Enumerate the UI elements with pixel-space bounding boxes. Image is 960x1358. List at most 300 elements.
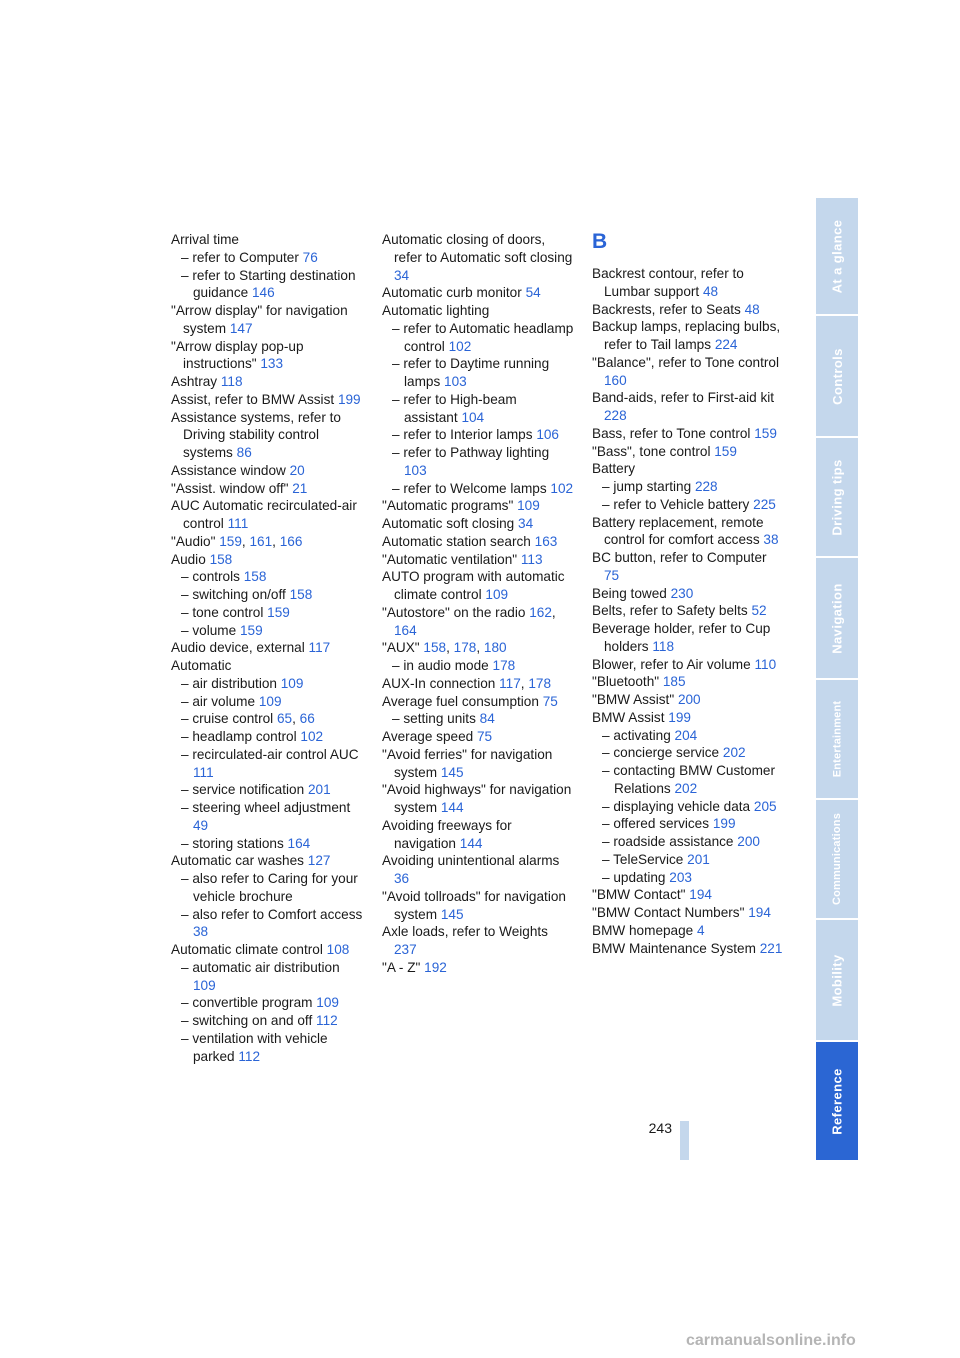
index-entry xyxy=(171,338,363,374)
index-subentry xyxy=(171,959,363,995)
page-reference-link[interactable]: 144 xyxy=(440,800,464,815)
index-term: – in audio mode xyxy=(392,658,489,673)
chapter-sidebar xyxy=(816,198,858,1160)
index-term: – refer to Welcome lamps xyxy=(392,480,547,496)
index-entry xyxy=(592,460,784,478)
page-reference-link[interactable]: 192 xyxy=(424,959,447,975)
page-reference-link[interactable]: 158 xyxy=(289,587,313,602)
page-reference-link[interactable]: 84 xyxy=(479,711,495,727)
index-term: – refer to High-beam assistant xyxy=(392,391,517,425)
page-reference-link[interactable]: 201 xyxy=(687,851,710,867)
page-reference-link[interactable]: 112 xyxy=(316,1013,338,1028)
page-reference-link[interactable]: 109 xyxy=(258,693,282,709)
index-entry xyxy=(382,231,574,284)
page-reference-link[interactable]: 159 xyxy=(714,443,737,459)
index-term: "Autostore" on the radio xyxy=(382,604,526,620)
index-subentry xyxy=(382,426,574,444)
index-term: – convertible program xyxy=(181,995,313,1011)
index-term: Automatic climate control xyxy=(171,942,323,957)
sidebar-tab-entertainment[interactable] xyxy=(816,680,858,798)
index-term: – headlamp control xyxy=(181,729,297,744)
page-reference-link[interactable]: 117 xyxy=(308,640,331,656)
index-term: AUX-In connection xyxy=(382,675,496,691)
index-entry xyxy=(592,673,784,691)
sidebar-tab-label: At a glance xyxy=(829,219,845,293)
page-reference-link[interactable]: 109 xyxy=(193,977,216,993)
index-term: – service notification xyxy=(181,782,305,798)
index-term: – controls xyxy=(181,569,240,585)
index-term: – displaying vehicle data xyxy=(602,798,751,814)
page-reference-link[interactable]: 109 xyxy=(280,675,304,691)
index-term: – storing stations xyxy=(181,835,284,851)
index-entry: "AUX" 158, 178, 180 xyxy=(382,640,507,656)
page-reference-link[interactable]: 21 xyxy=(292,480,308,496)
index-term: Automatic closing of doors, refer to Automatic soft closing xyxy=(382,232,573,265)
index-term: Automatic lighting xyxy=(382,303,490,318)
sidebar-tab-communications[interactable] xyxy=(816,800,858,918)
index-term: Battery replacement, remote control for comfort access xyxy=(592,514,764,548)
index-term: "AUX" xyxy=(382,640,420,656)
index-entry xyxy=(592,425,784,443)
index-entry xyxy=(382,693,574,711)
page-reference-link[interactable]: 162 xyxy=(529,604,552,620)
page-reference-link[interactable]: 158 xyxy=(423,640,447,656)
page-reference-link[interactable]: 111 xyxy=(193,764,214,780)
index-term: – activating xyxy=(602,727,671,743)
index-subentry xyxy=(171,728,363,746)
index-term: Assistance window xyxy=(171,462,286,478)
index-term: BMW Assist xyxy=(592,709,665,725)
index-term: Arrival time xyxy=(171,232,239,247)
index-letter-heading: B xyxy=(592,230,608,253)
page-reference-link[interactable]: 228 xyxy=(694,479,718,494)
index-entry xyxy=(382,959,574,977)
index-term: Assist, refer to BMW Assist xyxy=(171,391,335,407)
page-reference-link[interactable]: 145 xyxy=(440,764,464,780)
sidebar-tab-label: Reference xyxy=(829,1067,845,1135)
index-subentry xyxy=(171,604,363,622)
index-term: – air volume xyxy=(181,693,256,709)
index-term: – concierge service xyxy=(602,745,720,761)
page-reference-link[interactable]: 159 xyxy=(239,622,263,638)
page-reference-link[interactable]: 38 xyxy=(763,532,779,548)
index-subentry xyxy=(592,833,784,851)
page-reference-link[interactable]: 110 xyxy=(754,656,777,672)
page-reference-link[interactable]: 118 xyxy=(220,374,243,389)
sidebar-tab-navigation[interactable] xyxy=(816,558,858,678)
page-reference-link[interactable]: 52 xyxy=(751,603,767,619)
index-entry: "Audio" 159, 161, 166 xyxy=(171,533,303,549)
page-reference-link[interactable]: 237 xyxy=(394,942,417,957)
page-reference-link[interactable]: 166 xyxy=(279,533,303,549)
index-entry xyxy=(382,888,574,924)
sidebar-tab-label: Driving tips xyxy=(829,458,845,536)
page-reference-link[interactable]: 108 xyxy=(326,942,350,957)
page-reference-link[interactable]: 164 xyxy=(394,622,417,638)
index-term: "Arrow display" for navigation system xyxy=(171,303,348,336)
index-subentry xyxy=(171,675,363,693)
index-subentry xyxy=(171,693,363,711)
index-term: Battery xyxy=(592,461,636,477)
page-reference-link[interactable]: 66 xyxy=(299,711,315,727)
page-reference-link[interactable]: 225 xyxy=(753,496,776,512)
index-term: "Balance", refer to Tone control xyxy=(592,354,779,370)
index-subentry xyxy=(592,798,784,816)
page-reference-link[interactable]: 75 xyxy=(604,567,620,583)
index-term: Automatic station search xyxy=(382,533,531,549)
index-term: Ashtray xyxy=(171,374,218,389)
page-reference-link[interactable]: 160 xyxy=(604,372,627,388)
index-subentry: – cruise control 65, 66 xyxy=(181,711,315,727)
page-reference-link[interactable]: 204 xyxy=(674,727,698,743)
index-entry xyxy=(382,533,574,551)
index-entry xyxy=(382,728,574,746)
page-reference-link[interactable]: 199 xyxy=(668,709,691,725)
page-reference-link[interactable]: 224 xyxy=(714,337,738,352)
page-reference-link[interactable]: 194 xyxy=(748,905,771,920)
index-subentry xyxy=(171,568,363,586)
index-entry xyxy=(382,302,574,320)
index-term: Backup lamps, replacing bulbs, refer to Tail lamps xyxy=(592,319,781,352)
index-entry xyxy=(592,904,784,922)
index-subentry xyxy=(382,710,574,728)
index-subentry xyxy=(592,851,784,869)
page-reference-link[interactable]: 178 xyxy=(492,658,516,673)
page-reference-link[interactable]: 104 xyxy=(461,409,485,425)
index-subentry xyxy=(382,391,574,427)
page-reference-link[interactable]: 159 xyxy=(754,425,777,441)
page-reference-link[interactable]: 158 xyxy=(243,569,267,585)
index-subentry xyxy=(171,746,363,782)
index-term: – updating xyxy=(602,869,666,885)
page-number-bar xyxy=(680,1121,689,1160)
index-subentry xyxy=(592,727,784,745)
page-reference-link[interactable]: 133 xyxy=(260,356,284,372)
index-term: Backrests, refer to Seats xyxy=(592,301,741,317)
index-term: Automatic curb monitor xyxy=(382,285,522,301)
sidebar-tab-mobility[interactable] xyxy=(816,920,858,1040)
index-term: AUTO program with automatic climate control xyxy=(382,569,565,602)
index-term: – cruise control xyxy=(181,711,274,727)
index-entry xyxy=(592,265,784,301)
page-reference-link[interactable]: 34 xyxy=(394,267,410,283)
index-term: – refer to Starting destination guidance xyxy=(181,267,356,301)
index-term: Average speed xyxy=(382,729,474,744)
index-subentry xyxy=(382,355,574,391)
index-term: "A - Z" xyxy=(382,959,421,975)
page-reference-link[interactable]: 202 xyxy=(674,780,698,796)
index-term: – switching on/off xyxy=(181,587,286,602)
index-term: – tone control xyxy=(181,604,264,620)
page-reference-link[interactable]: 113 xyxy=(520,551,543,567)
index-entry: AUX-In connection 117, 178 xyxy=(382,675,552,691)
index-term: – refer to Computer xyxy=(181,249,299,265)
index-entry xyxy=(171,852,363,870)
index-entry xyxy=(171,497,363,533)
index-subentry xyxy=(171,799,363,835)
page-reference-link[interactable]: 109 xyxy=(316,995,339,1011)
index-entry xyxy=(592,602,784,620)
index-entry xyxy=(382,497,574,515)
sidebar-tab-controls[interactable] xyxy=(816,316,858,436)
index-subentry xyxy=(382,480,574,498)
page-reference-link[interactable]: 159 xyxy=(267,604,290,620)
index-term: "Bass", tone control xyxy=(592,443,711,459)
index-subentry xyxy=(592,869,784,887)
index-term: – offered services xyxy=(602,816,710,832)
index-term: – switching on and off xyxy=(181,1013,313,1028)
index-subentry xyxy=(382,320,574,356)
index-term: Band-aids, refer to First-aid kit xyxy=(592,390,775,406)
sidebar-tab-reference[interactable] xyxy=(816,1042,858,1160)
index-entry xyxy=(592,691,784,709)
index-term: "Assist. window off" xyxy=(171,480,289,496)
index-entry xyxy=(171,373,363,391)
index-term: Automatic soft closing xyxy=(382,516,515,531)
page-reference-link[interactable]: 75 xyxy=(542,693,558,709)
index-term: "Avoid tollroads" for navigation system xyxy=(382,888,566,922)
index-term: "Audio" xyxy=(171,533,216,549)
index-term: – steering wheel adjustment xyxy=(181,800,351,815)
index-entry xyxy=(592,301,784,319)
sidebar-tab-label: Entertainment xyxy=(831,700,843,778)
index-subentry xyxy=(171,1030,363,1066)
index-entry xyxy=(382,568,574,604)
page-reference-link[interactable]: 38 xyxy=(193,924,209,940)
page-reference-link[interactable]: 200 xyxy=(677,692,701,707)
page-reference-link[interactable]: 194 xyxy=(689,887,712,903)
page-reference-link[interactable]: 106 xyxy=(536,427,559,443)
page-reference-link[interactable]: 145 xyxy=(440,906,464,922)
sidebar-tab-at-a-glance[interactable] xyxy=(816,198,858,314)
index-entry xyxy=(382,852,574,888)
index-entry xyxy=(382,746,574,782)
page-reference-link[interactable]: 199 xyxy=(712,816,736,832)
page-reference-link[interactable]: 48 xyxy=(703,283,719,299)
index-term: Axle loads, refer to Weights xyxy=(382,924,548,940)
page-reference-link[interactable]: 102 xyxy=(550,480,574,496)
page-reference-link[interactable]: 199 xyxy=(337,391,361,407)
page-reference-link[interactable]: 159 xyxy=(219,533,242,549)
page-reference-link[interactable]: 48 xyxy=(744,301,760,317)
index-subentry xyxy=(592,744,784,762)
index-entry xyxy=(382,817,574,853)
page-reference-link[interactable]: 65 xyxy=(276,711,293,727)
index-term: "Bluetooth" xyxy=(592,674,660,690)
index-entry xyxy=(382,551,574,569)
page-reference-link[interactable]: 75 xyxy=(476,729,493,744)
index-subentry xyxy=(592,815,784,833)
index-entry xyxy=(382,781,574,817)
index-column-1 xyxy=(171,231,363,1065)
sidebar-tab-label: Navigation xyxy=(829,582,845,654)
index-subentry xyxy=(171,781,363,799)
index-term: – refer to Vehicle battery xyxy=(602,496,750,512)
index-term: – setting units xyxy=(392,711,476,727)
sidebar-tab-label: Mobility xyxy=(829,953,845,1007)
index-entry xyxy=(171,462,363,480)
index-term: – refer to Pathway lighting xyxy=(392,445,550,460)
index-term: Assistance systems, refer to Driving stability control systems xyxy=(171,409,341,460)
index-subentry xyxy=(171,249,363,267)
page-reference-link[interactable]: 180 xyxy=(483,640,507,656)
index-entry xyxy=(382,923,574,959)
index-entry xyxy=(592,354,784,390)
page-reference-link[interactable]: 230 xyxy=(670,585,694,601)
index-term: BMW homepage xyxy=(592,922,694,938)
page-reference-link[interactable]: 144 xyxy=(459,835,483,851)
sidebar-tab-label: Controls xyxy=(829,347,845,405)
page-reference-link[interactable]: 161 xyxy=(249,533,273,549)
index-term: Average fuel consumption xyxy=(382,693,539,709)
index-term: – volume xyxy=(181,622,237,638)
index-entry xyxy=(171,941,363,959)
index-term: Belts, refer to Safety belts xyxy=(592,603,748,619)
index-entry xyxy=(592,585,784,603)
index-term: – also refer to Caring for your vehicle brochure xyxy=(181,871,358,904)
index-term: "Automatic programs" xyxy=(382,498,514,514)
page-reference-link[interactable]: 118 xyxy=(652,638,675,654)
index-subentry xyxy=(171,994,363,1012)
index-term: "Avoid ferries" for navigation system xyxy=(382,746,553,780)
page-reference-link[interactable]: 127 xyxy=(307,853,331,869)
index-term: "BMW Contact Numbers" xyxy=(592,905,745,920)
index-subentry xyxy=(171,870,363,906)
page-reference-link[interactable]: 117 xyxy=(499,675,521,691)
sidebar-tab-label: Communications xyxy=(831,812,843,906)
page-reference-link[interactable]: 146 xyxy=(251,285,275,301)
index-term: – roadside assistance xyxy=(602,834,734,849)
index-subentry xyxy=(592,762,784,798)
index-term: Beverage holder, refer to Cup holders xyxy=(592,621,771,654)
page-reference-link[interactable]: 49 xyxy=(193,817,209,833)
index-entry xyxy=(171,231,363,249)
index-subentry xyxy=(592,496,784,514)
index-entry xyxy=(592,922,784,940)
index-term: – refer to Daytime running lamps xyxy=(392,356,550,389)
page-reference-link[interactable]: 147 xyxy=(229,320,253,336)
index-term: – refer to Interior lamps xyxy=(392,427,533,443)
page-reference-link[interactable]: 163 xyxy=(534,533,558,549)
index-term: "BMW Contact" xyxy=(592,887,686,903)
page-reference-link[interactable]: 158 xyxy=(209,551,233,567)
page-reference-link[interactable]: 103 xyxy=(444,374,467,389)
watermark: carmanualsonline.info xyxy=(686,1332,856,1349)
index-subentry xyxy=(171,1012,363,1030)
index-subentry xyxy=(382,444,574,480)
index-term: Backrest contour, refer to Lumbar support xyxy=(592,266,744,299)
index-entry: "Autostore" on the radio 162, 164 xyxy=(382,604,556,638)
page-reference-link[interactable]: 20 xyxy=(289,462,305,478)
index-entry xyxy=(382,284,574,302)
index-term: – refer to Automatic headlamp control xyxy=(392,320,574,354)
index-term: – automatic air distribution xyxy=(181,959,340,975)
page-reference-link[interactable]: 178 xyxy=(453,640,477,656)
page-reference-link[interactable]: 185 xyxy=(662,674,686,690)
index-term: – also refer to Comfort access xyxy=(181,906,363,922)
index-entry xyxy=(592,318,784,354)
page-reference-link[interactable]: 221 xyxy=(759,940,783,956)
page-reference-link[interactable]: 111 xyxy=(227,516,249,531)
index-entry xyxy=(592,620,784,656)
page-reference-link[interactable]: 109 xyxy=(517,498,540,514)
index-term: – jump starting xyxy=(602,479,692,494)
page-reference-link[interactable]: 203 xyxy=(669,869,692,885)
index-subentry xyxy=(171,622,363,640)
page-reference-link[interactable]: 205 xyxy=(753,798,777,814)
page-reference-link[interactable]: 103 xyxy=(404,462,427,478)
page-reference-link[interactable]: 36 xyxy=(394,871,410,886)
index-entry xyxy=(592,549,784,585)
page-reference-link[interactable]: 200 xyxy=(737,834,760,849)
index-term: Avoiding unintentional alarms xyxy=(382,853,560,869)
index-entry xyxy=(592,940,784,958)
index-term: Automatic car washes xyxy=(171,853,304,869)
index-entry xyxy=(592,389,784,425)
index-entry xyxy=(592,886,784,904)
page-reference-link[interactable]: 4 xyxy=(697,922,705,938)
page-reference-link[interactable]: 102 xyxy=(448,338,472,354)
page-reference-link[interactable]: 202 xyxy=(722,745,746,761)
index-term: "BMW Assist" xyxy=(592,692,675,707)
index-term: "Automatic ventilation" xyxy=(382,551,518,567)
index-term: Automatic xyxy=(171,658,232,673)
page-reference-link[interactable]: 109 xyxy=(485,587,509,602)
index-subentry xyxy=(592,478,784,496)
index-entry xyxy=(592,656,784,674)
index-term: Avoiding freeways for navigation xyxy=(382,817,512,851)
page-reference-link[interactable]: 102 xyxy=(300,729,324,744)
index-entry xyxy=(171,391,363,409)
index-term: – contacting BMW Customer Relations xyxy=(602,763,776,796)
index-entry xyxy=(592,443,784,461)
index-term: "Arrow display pop-up instructions" xyxy=(171,338,304,372)
index-term: – recirculated-air control AUC xyxy=(181,746,359,762)
index-term: "Avoid highways" for navigation system xyxy=(382,782,572,815)
index-term: AUC Automatic recirculated-air control xyxy=(171,498,357,531)
index-term: – ventilation with vehicle parked xyxy=(181,1030,328,1064)
index-entry xyxy=(171,657,363,675)
index-subentry xyxy=(171,267,363,303)
sidebar-tab-driving-tips[interactable] xyxy=(816,438,858,556)
index-subentry xyxy=(171,906,363,942)
page-reference-link[interactable]: 54 xyxy=(525,285,541,301)
page-reference-link[interactable]: 112 xyxy=(238,1048,261,1064)
index-entry xyxy=(171,639,363,657)
index-column-2 xyxy=(382,231,574,977)
index-term: BC button, refer to Computer xyxy=(592,550,767,565)
index-entry xyxy=(592,709,784,727)
page-reference-link[interactable]: 34 xyxy=(518,516,534,531)
index-term: Audio xyxy=(171,551,206,567)
page-reference-link[interactable]: 164 xyxy=(287,835,311,851)
page-reference-link[interactable]: 178 xyxy=(528,675,552,691)
index-entry xyxy=(171,480,363,498)
index-entry xyxy=(171,302,363,338)
index-entry xyxy=(382,515,574,533)
index-term: BMW Maintenance System xyxy=(592,940,756,956)
page-reference-link[interactable]: 201 xyxy=(307,782,331,798)
index-term: Blower, refer to Air volume xyxy=(592,656,751,672)
page-reference-link[interactable]: 76 xyxy=(302,249,318,265)
index-subentry xyxy=(382,657,574,675)
page-reference-link[interactable]: 228 xyxy=(604,408,627,423)
index-term: – air distribution xyxy=(181,675,277,691)
page-reference-link[interactable]: 86 xyxy=(236,445,252,460)
index-subentry xyxy=(171,835,363,853)
index-term: Audio device, external xyxy=(171,640,305,656)
index-entry xyxy=(592,514,784,550)
